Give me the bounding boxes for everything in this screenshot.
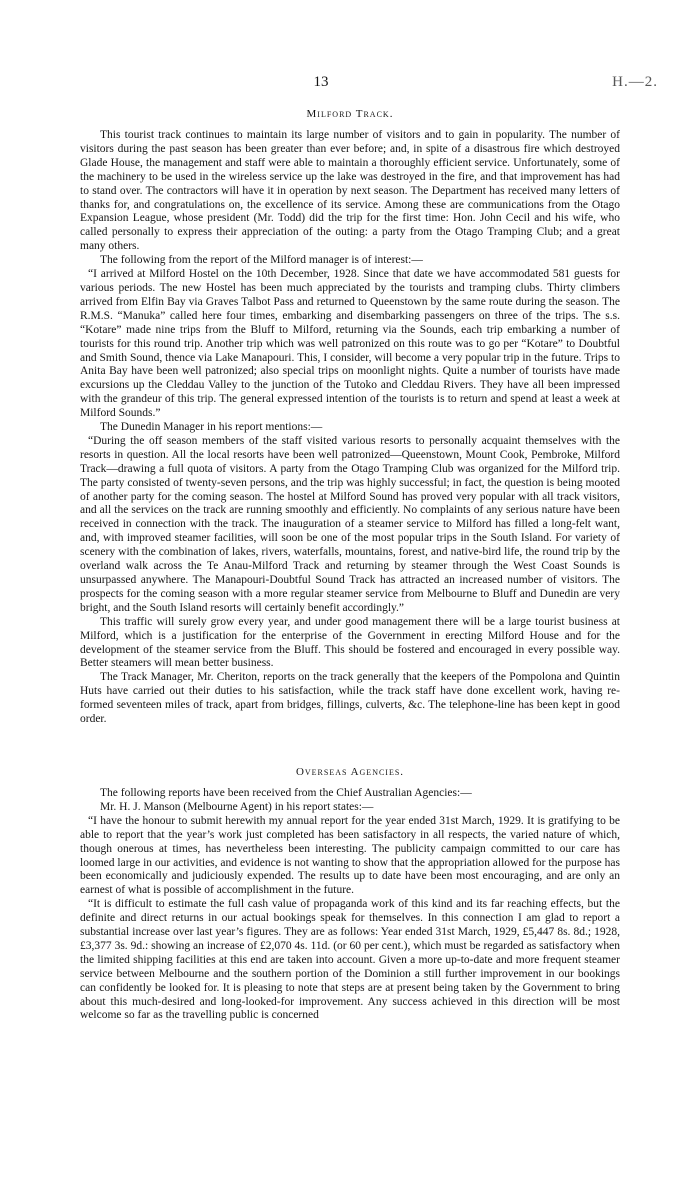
quoted-paragraph: “During the off season members of the staff visited various resorts to personally acquaint themselves with the resorts in question. All the local resorts have been well patronized—Queenstown, Mount Cook, Pembroke, Milford Track—drawing a full quota of visitors. A party from the Otago Tramping Club was organized for the Milford trip. The party consisted of twenty-seven persons, and the trip was highly successful; in fact, the question is being mooted of another party for the coming season. The hostel at Milford Sound has proved very popular with all track visitors, and all the services on the track are running smoothly and efficiently. No complaints of any serious nature have been received in connection with the track. The inauguration of a steamer service to Milford has filled a long-felt want, and, with improved steamer facilities, will soon be one of the most popular trips in the South Island. For variety of scenery with the combination of lakes, rivers, waterfalls, mountains, forest, and native-bird life, the round trip by the overland walk across the Te Anau-Milford Track and returning by steamer through the West Coast Sounds is unsurpassed anywhere. The Manapouri-Doubtful Sound Track has attracted an increased number of visitors. The prospects for the coming season with a more regular steamer service from Melbourne to Bluff and Dunedin are very bright, and the South Island resorts will certainly benefit accordingly.” — [80, 434, 620, 614]
body-text — [80, 97, 620, 1023]
paragraph: The Track Manager, Mr. Cheriton, reports on the track generally that the keepers of the Pompolona and Quintin Huts have carried out their duties to his satisfaction, while the track staff have done excellent work, having re-formed seventeen miles of track, apart from bridges, fillings, culverts, &c. The telephone-line has been kept in good order. — [80, 671, 620, 726]
paragraph: The Dunedin Manager in his report mentions:— — [100, 421, 323, 434]
section-divider — [80, 727, 620, 755]
quoted-paragraph: “I arrived at Milford Hostel on the 10th December, 1928. Since that date we have accommodated 581 guests for various periods. The new Hostel has been much appreciated by the tourists and tramping clubs. Thirty climbers arrived from Elfin Bay via Graves Talbot Pass and returned to Queenstown by the same route during the season. The R.M.S. “Manuka” called here four times, embarking and disembarking passengers on three of the trips. The s.s. “Kotare” made nine trips from the Bluff to Milford, returning via the Sounds, each trip embarking a number of tourists for this round trip. Another trip which was well patronized on this route was to go per “Kotare” to Doubtful and Smith Sound, thence via Lake Manapouri. This, I consider, will become a very popular trip in the future. Trips to Anita Bay have been well patronized; also special trips on moonlight nights. Quite a number of tourists have made excursions up the Cleddau Valley to the junction of the Tutoko and Cleddau Rivers. They have all been impressed with the grandeur of this trip. The general expressed intention of the tourists is to return and spend at least a week at Milford Sounds.” — [80, 268, 620, 420]
paragraph: This traffic will surely grow every year, and under good management there will be a large tourist business at Milford, which is a justification for the enterprise of the Government in erecting Milford House and for the development of the steamer service from the Bluff. This should be fostered and encouraged in every possible way. Better steamers will mean better business. — [80, 615, 620, 670]
paragraph: The following from the report of the Milford manager is of interest:— — [100, 254, 423, 267]
section-overseas-agencies — [80, 765, 620, 1023]
quoted-paragraph: “I have the honour to submit herewith my annual report for the year ended 31st March, 1929. It is gratifying to be able to report that the year’s work just completed has been satisfactory in all respects, the varied nature of which, though onerous at times, has nevertheless been interesting. The publicity campaign committed to our care has loomed large in our activities, and evidence is not wanting to show that the appropriation allowed for the purpose has been economically and judiciously expended. The results up to date have been most encouraging, and are only an earnest of what is possible of accomplishment in the future. — [80, 814, 620, 897]
document-code: H.—2. — [612, 74, 658, 90]
section-milford-track — [80, 107, 620, 727]
quoted-paragraph: “It is difficult to estimate the full cash value of propaganda work of this kind and its far reaching effects, but the definite and direct returns in our actual bookings speak for themselves. In this connection I am glad to report a substantial increase over last year’s figures. They are as follows: Year ended 31st March, 1929, £5,447 8s. 8d.; 1928, £3,377 3s. 9d.: showing an increase of £2,070 4s. 11d. (or 60 per cent.), which must be regarded as satisfactory when the limited shipping facilities at this end are taken into account. Given a more up-to-date and more frequent steamer service between Melbourne and the southern portion of the Dominion a still further improvement in our bookings can confidently be looked for. It is pleasing to note that steps are at present being taken by the Government to bring about this much-desired and long-looked-for improvement. Any success achieved in this direction will be most welcome so far as the travelling public is concerned — [80, 898, 620, 1022]
page-header — [0, 74, 700, 94]
paragraph: This tourist track continues to maintain its large number of visitors and to gain in popularity. The number of visitors during the past season has been greater than ever before; and, in spite of a disastrous fire which destroyed Glade House, the management and staff were able to maintain a thoroughly efficient service. Unfortunately, some of the machinery to be used in the wireless service up the lake was destroyed in the fire, and that improvement has had to stand over. The contractors will have it in operation by next season. The Department has received many letters of thanks for, and congratulations on, the excellence of its service. Among these are communications from the Otago Expansion League, whose president (Mr. Todd) did the trip for the first time: Hon. John Cecil and his wife, who called personally to express their appreciation of the outing: a party from the Otago Tramping Club; and a great many others. — [80, 129, 620, 253]
paragraph: Mr. H. J. Manson (Melbourne Agent) in his report states:— — [100, 800, 374, 813]
paragraph: The following reports have been received from the Chief Australian Agencies:— — [100, 786, 472, 799]
section-heading: Milford Track. — [306, 108, 394, 120]
page-number: 13 — [313, 74, 329, 90]
section-heading: Overseas Agencies. — [295, 765, 405, 778]
